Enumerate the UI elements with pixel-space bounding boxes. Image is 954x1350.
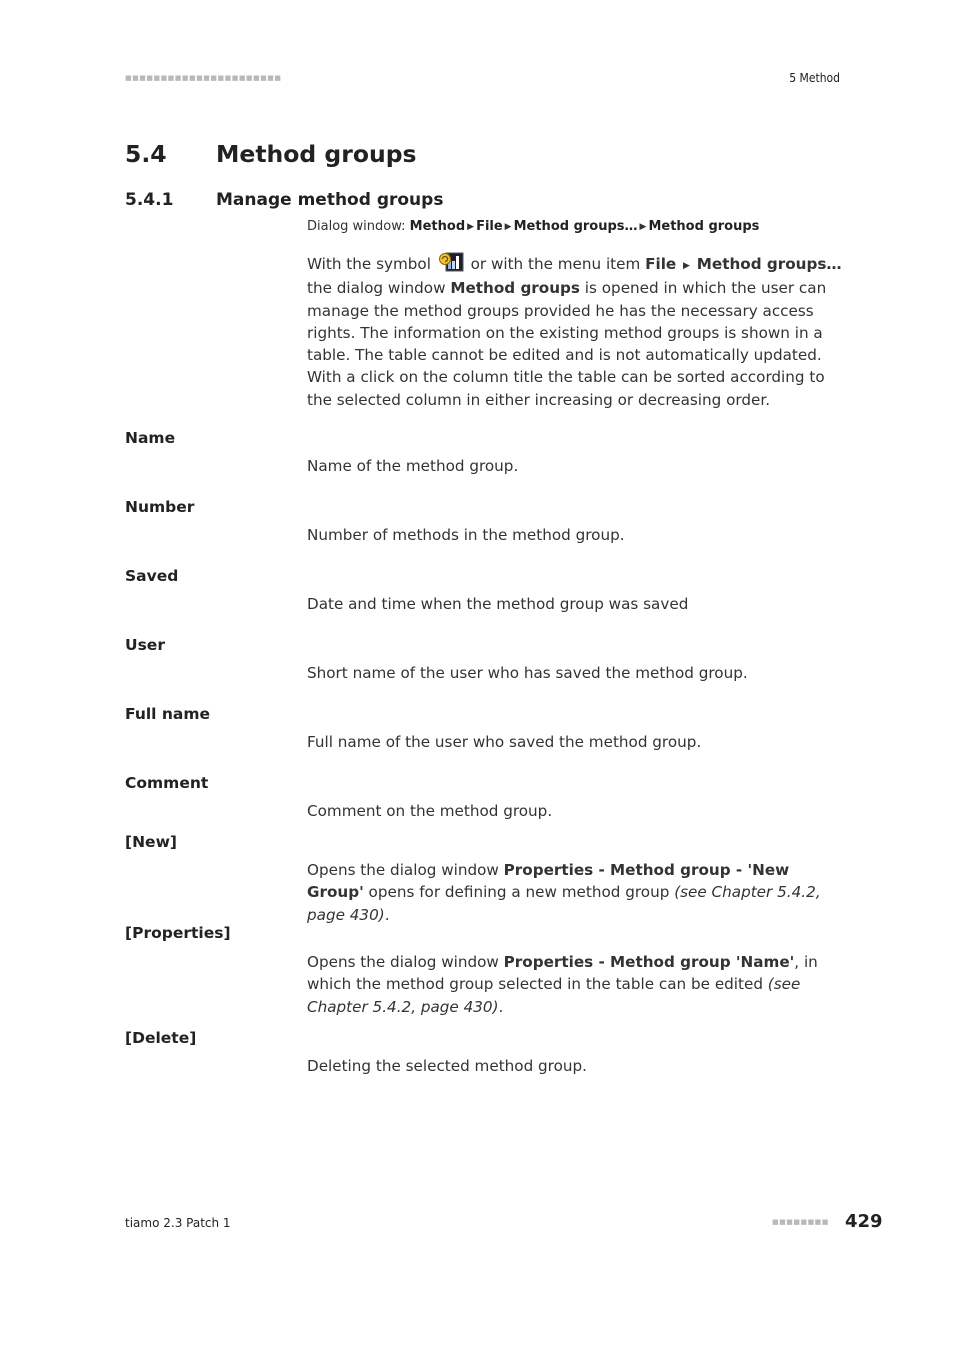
desc-user: Short name of the user who has saved the method group. [307,664,748,682]
running-header-chapter: 5 Method [789,71,840,85]
subsection-title: Manage method groups [216,190,444,210]
path-step: Method groups… [513,219,638,234]
desc-new-button: Opens the dialog window Properties - Method group - 'New Group' opens for defining a new method group (see Chapter 5.4.2, page 430). [307,861,821,924]
desc-full-name: Full name of the user who saved the method group. [307,733,702,751]
desc-comment: Comment on the method group. [307,802,553,820]
term-properties-button: [Properties] [125,924,231,942]
term-name: Name [125,429,176,447]
arrow-right-icon: ▶ [467,222,475,232]
term-comment: Comment [125,774,209,792]
method-groups-icon [438,252,464,272]
section-number: 5.4 [125,140,167,168]
term-delete-button: [Delete] [125,1029,197,1047]
page-number: 429 [845,1211,883,1232]
subsection-number: 5.4.1 [125,190,174,210]
intro-paragraph: With the symbol or with the menu item File ▶ Method groups… the dialog window Method groups is opened in which the user can manage the method groups provided he has the necessary access rights. The information on the existing method groups is shown in a table. The table cannot be edited and is not automatically updated. With a click on the column title the table can be sorted according to the selected column in either increasing or decreasing order. [307,252,847,411]
chapter-reference: (see Chapter 5.4.2, page 430) [307,883,821,924]
term-user: User [125,636,165,654]
desc-name: Name of the method group. [307,457,519,475]
chapter-reference: (see Chapter 5.4.2, page 430) [307,975,801,1016]
arrow-right-icon: ▶ [504,222,512,232]
term-number: Number [125,498,195,516]
term-full-name: Full name [125,705,211,723]
header-decoration: ■■■■■■■■■■■■■■■■■■■■■■ [125,74,282,82]
footer-decoration: ■■■■■■■■ [772,1218,829,1226]
path-step: File [476,219,503,234]
footer-product: tiamo 2.3 Patch 1 [125,1216,231,1230]
dialog-path-prefix: Dialog window: [307,219,410,234]
arrow-right-icon: ▶ [683,261,690,271]
desc-saved: Date and time when the method group was saved [307,595,689,613]
path-step: Method groups [648,219,760,234]
term-saved: Saved [125,567,179,585]
dialog-path [307,219,759,234]
section-title: Method groups [216,140,417,168]
term-new-button: [New] [125,833,177,851]
desc-properties-button: Opens the dialog window Properties - Method group 'Name', in which the method group selected in the table can be edited (see Chapter 5.4.2, page 430). [307,953,818,1016]
path-step: Method [409,219,466,234]
arrow-right-icon: ▶ [639,222,647,232]
desc-delete-button: Deleting the selected method group. [307,1057,587,1075]
desc-number: Number of methods in the method group. [307,526,625,544]
